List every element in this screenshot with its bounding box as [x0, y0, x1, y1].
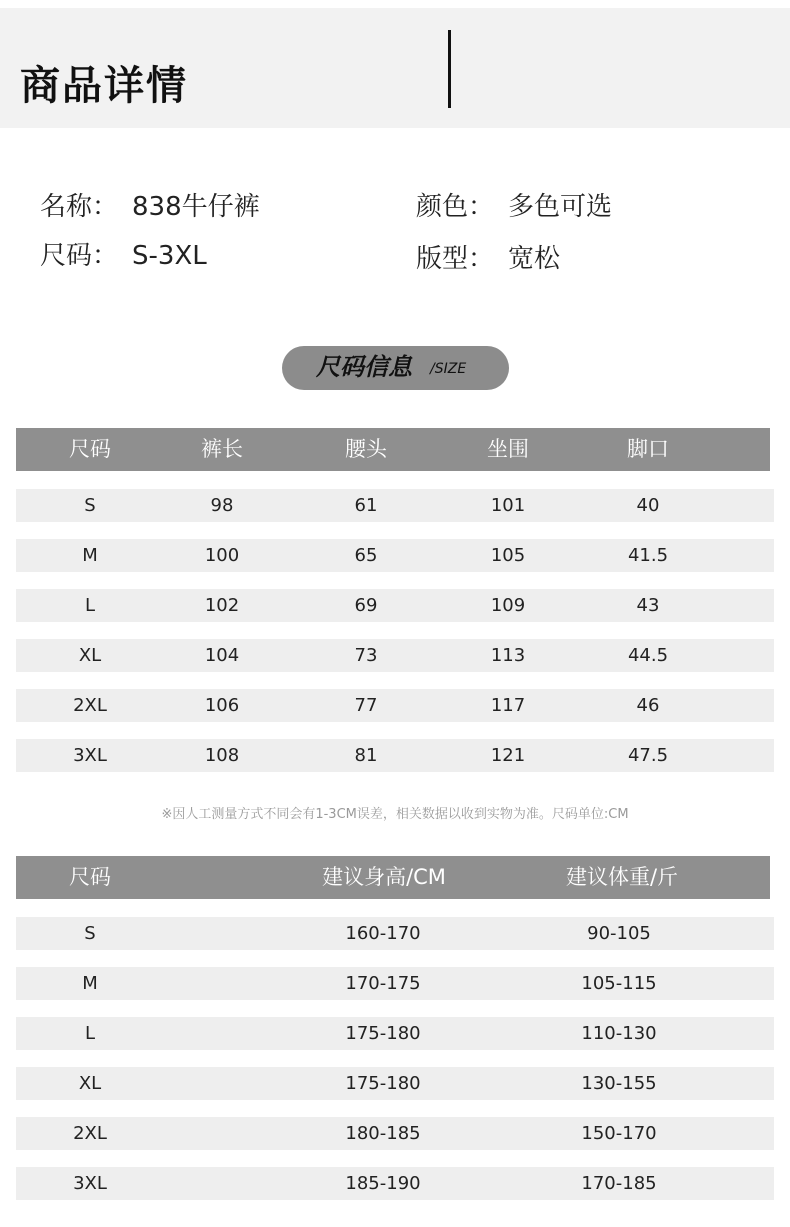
fit-table-header — [16, 856, 770, 899]
table-cell: 110-130 — [581, 1023, 657, 1044]
page-title: 商品详情 — [20, 63, 188, 109]
size-info-suffix: /SIZE — [430, 361, 467, 377]
table-row — [16, 689, 774, 722]
table-cell: 44.5 — [627, 645, 669, 666]
fit-label: 版型： — [416, 244, 495, 274]
table-cell: 61 — [354, 495, 378, 516]
table-cell: 121 — [490, 745, 526, 766]
table-cell: 90-105 — [587, 923, 651, 944]
size-table-header-cell: 坐围 — [487, 437, 529, 461]
table-cell: 2XL — [73, 1123, 107, 1144]
table-cell: L — [84, 1023, 96, 1044]
table-cell: 185-190 — [345, 1173, 421, 1194]
fit-value: 宽松 — [508, 244, 561, 274]
table-row — [16, 1167, 774, 1200]
table-cell: 40 — [636, 495, 660, 516]
table-cell: 77 — [354, 695, 378, 716]
table-cell: 46 — [636, 695, 660, 716]
info-name — [40, 189, 260, 225]
table-cell: 98 — [210, 495, 234, 516]
fit-table-header-cell: 建议体重/斤 — [565, 865, 679, 889]
table-cell: 3XL — [73, 745, 107, 766]
table-row — [16, 967, 774, 1000]
table-cell: 41.5 — [627, 545, 669, 566]
color-value: 多色可选 — [508, 192, 613, 222]
fit-table-header-cell: 建议身高/CM — [322, 865, 446, 889]
table-cell: 2XL — [73, 695, 107, 716]
measurement-note: ※因人工测量方式不同会有1-3CM误差，相关数据以收到实物为准。尺码单位:CM — [161, 807, 629, 822]
table-cell: L — [84, 595, 96, 616]
table-cell: 43 — [636, 595, 660, 616]
table-cell: 105-115 — [581, 973, 657, 994]
table-row — [16, 1067, 774, 1100]
table-cell: 175-180 — [345, 1073, 421, 1094]
table-cell: 108 — [204, 745, 240, 766]
table-cell: XL — [78, 1073, 102, 1094]
table-cell: XL — [78, 645, 102, 666]
color-label: 颜色： — [416, 192, 495, 222]
table-row — [16, 917, 774, 950]
table-cell: 130-155 — [581, 1073, 657, 1094]
table-cell: 47.5 — [627, 745, 669, 766]
page-header — [0, 8, 790, 128]
table-cell: M — [82, 973, 98, 994]
table-cell: S — [84, 495, 96, 516]
table-cell: 69 — [354, 595, 378, 616]
table-cell: 101 — [490, 495, 526, 516]
table-cell: 180-185 — [345, 1123, 421, 1144]
table-row — [16, 539, 774, 572]
table-cell: S — [84, 923, 96, 944]
size-table-header-cell: 尺码 — [69, 437, 111, 461]
table-cell: 73 — [354, 645, 378, 666]
table-cell: 104 — [204, 645, 240, 666]
size-info-badge — [282, 346, 509, 390]
table-cell: 65 — [354, 545, 378, 566]
size-table-header-cell: 裤长 — [201, 437, 243, 461]
name-value: 838牛仔裤 — [132, 192, 260, 222]
info-color — [416, 189, 612, 225]
table-cell: 150-170 — [581, 1123, 657, 1144]
name-label: 名称： — [40, 192, 119, 222]
table-cell: 160-170 — [345, 923, 421, 944]
table-cell: 117 — [490, 695, 526, 716]
table-cell: 109 — [490, 595, 526, 616]
fit-table-header-cell: 尺码 — [69, 865, 111, 889]
table-cell: 100 — [204, 545, 240, 566]
info-size — [40, 238, 207, 274]
table-cell: M — [82, 545, 98, 566]
table-row — [16, 1017, 774, 1050]
size-table-header-cell: 脚口 — [627, 437, 669, 461]
table-row — [16, 639, 774, 672]
table-cell: 170-175 — [345, 973, 421, 994]
table-cell: 3XL — [73, 1173, 107, 1194]
table-cell: 106 — [204, 695, 240, 716]
size-label: 尺码： — [40, 241, 119, 271]
table-cell: 175-180 — [345, 1023, 421, 1044]
table-cell: 113 — [490, 645, 526, 666]
size-info-title: 尺码信息 — [316, 353, 412, 381]
size-value: S-3XL — [132, 241, 207, 271]
table-cell: 105 — [490, 545, 526, 566]
header-divider — [448, 30, 451, 108]
table-cell: 102 — [204, 595, 240, 616]
info-fit — [416, 241, 560, 277]
table-row — [16, 489, 774, 522]
table-row — [16, 1117, 774, 1150]
table-row — [16, 589, 774, 622]
table-cell: 81 — [354, 745, 378, 766]
size-table-header-cell: 腰头 — [345, 437, 387, 461]
table-row — [16, 739, 774, 772]
size-table-header — [16, 428, 770, 471]
table-cell: 170-185 — [581, 1173, 657, 1194]
